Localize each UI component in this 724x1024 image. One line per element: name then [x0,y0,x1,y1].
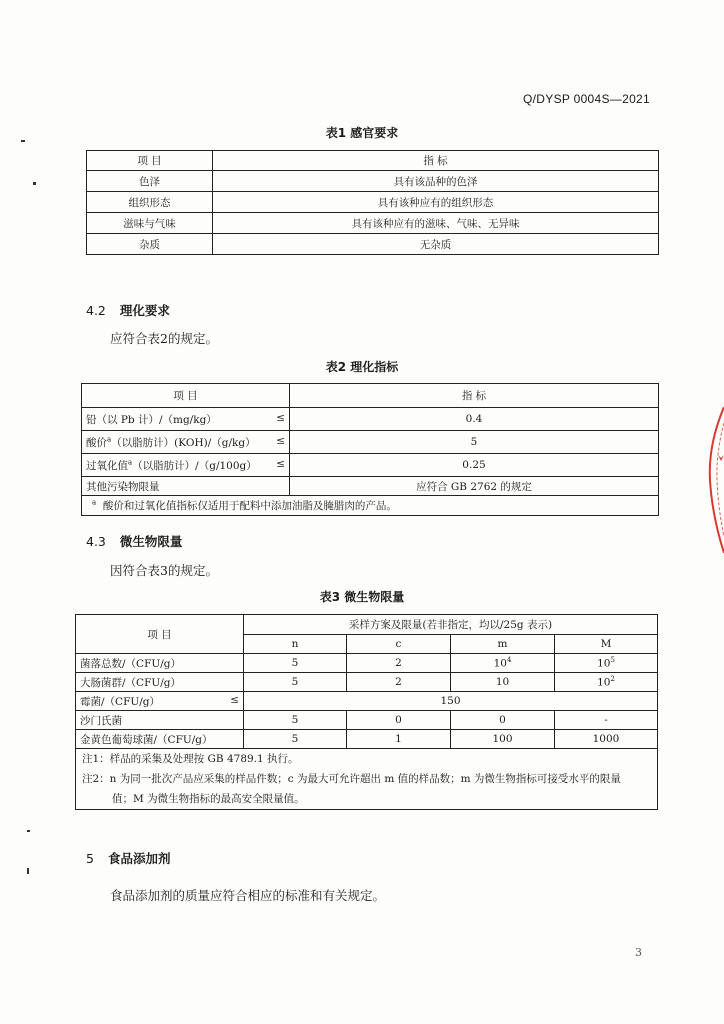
row-c: 1 [347,730,451,749]
table-row [87,171,659,192]
table-row [76,730,658,749]
table-row [87,192,659,213]
table3-caption: 表3 微生物限量 [319,590,405,604]
col-header-n: n [244,635,347,654]
table-row [87,213,659,234]
row-item: 色泽 [87,171,213,192]
row-item: 金黄色葡萄球菌/（CFU/g） [76,730,244,749]
row-value: 0.4 [290,408,659,431]
row-item: 铅（以 Pb 计）/（mg/kg） ≤ [82,408,290,431]
document-code: Q/DYSP 0004S—2021 [523,92,650,106]
table-row [76,654,658,673]
col-header-item: 项 目 [76,615,244,654]
row-value: 无杂质 [213,234,659,255]
row-item: 沙门氏菌 [76,711,244,730]
row-m: $10^4$ [451,654,555,673]
col-header-indicator: 指 标 [213,151,659,171]
note-1: 注1：样品的采集及处理按 GB 4789.1 执行。 [82,753,299,765]
red-seal-stamp [704,405,724,555]
col-header-indicator: 指 标 [290,384,659,408]
row-n: 5 [244,654,347,673]
row-item: 霉菌/（CFU/g） ≤ [76,692,244,711]
col-header-item: 项 目 [87,151,213,171]
table-row [82,477,659,496]
row-item: 组织形态 [87,192,213,213]
row-n: 5 [244,711,347,730]
col-header-c: c [347,635,451,654]
col-header-m: m [451,635,555,654]
table-row [82,454,659,477]
row-item: 大肠菌群/（CFU/g） [76,673,244,692]
section-4-3-heading [86,532,182,550]
row-value: 5 [290,431,659,454]
section-title: 理化要求 [119,303,170,318]
scan-mark [27,868,29,874]
row-item: 过氧化值$^a$（以脂肪计）/（g/100g） ≤ [82,454,290,477]
section-5-text: 食品添加剂的质量应符合相应的标准和有关规定。 [110,888,386,903]
row-item: 其他污染物限量 [82,477,290,496]
row-M: 1000 [555,730,658,749]
row-value: 具有该种应有的滋味、气味、无异味 [213,213,659,234]
row-m: 10 [451,673,555,692]
section-4-2-heading [86,301,170,319]
row-value: 具有该种应有的组织形态 [213,192,659,213]
row-value: 具有该品种的色泽 [213,171,659,192]
table-row [76,673,658,692]
row-item: 杂质 [87,234,213,255]
row-merged-value: 150 [244,692,658,711]
section-title: 微生物限量 [119,534,183,549]
table-header-row [87,151,659,171]
less-equal-sign: ≤ [276,411,285,424]
table-footnote: $^a$ 酸价和过氧化值指标仅适用于配料中添加油脂及腌腊肉的产品。 [82,496,659,516]
table-footnote-row [82,496,659,516]
section-4-3-text: 因符合表3的规定。 [110,563,218,578]
row-item: 菌落总数/（CFU/g） [76,654,244,673]
table-header-row [76,615,658,635]
table-row [76,692,658,711]
note-2-line-2: 值；M 为微生物指标的最高安全限量值。 [112,793,305,805]
section-4-2-text: 应符合表2的规定。 [110,331,218,346]
section-number: 4.3 [86,534,106,549]
row-c: 2 [347,654,451,673]
row-c: 0 [347,711,451,730]
row-item: 滋味与气味 [87,213,213,234]
footnote-mark: a [128,458,133,466]
row-M: - [555,711,658,730]
footnote-mark: a [92,498,97,507]
page-number: 3 [635,946,642,959]
table-row [76,711,658,730]
row-c: 2 [347,673,451,692]
col-header-sampling-plan: 采样方案及限量(若非指定，均以/25g 表示) [244,615,658,635]
table2-physicochemical-indicators [81,383,659,516]
row-item: 酸价$^a$（以脂肪计）(KOH)/（g/kg） ≤ [82,431,290,454]
section-5-heading [86,849,170,867]
row-value: 应符合 GB 2762 的规定 [290,477,659,496]
row-m: 0 [451,711,555,730]
footnote-mark: a [107,435,112,443]
table-row [82,408,659,431]
table-header-row [82,384,659,408]
section-number: 5 [86,851,94,866]
row-M: $10^2$ [555,673,658,692]
less-equal-sign: ≤ [230,693,239,706]
row-m: 100 [451,730,555,749]
table1-caption: 表1 感官要求 [325,126,399,140]
table1-sensory-requirements [86,150,659,255]
less-equal-sign: ≤ [276,434,285,447]
row-n: 5 [244,673,347,692]
table-row [82,431,659,454]
row-n: 5 [244,730,347,749]
table-notes [76,749,658,810]
row-M: $10^5$ [555,654,658,673]
scan-mark [33,182,36,185]
less-equal-sign: ≤ [276,457,285,470]
table-notes-row [76,749,658,810]
table-row [87,234,659,255]
col-header-M: M [555,635,658,654]
section-number: 4.2 [86,303,106,318]
note-2-line-1: 注2：n 为同一批次产品应采集的样品件数；c 为最大可允许超出 m 值的样品数；m 为微生物指标可接受水平的限量 [82,773,621,785]
table3-microbial-limits [75,614,658,810]
section-title: 食品添加剂 [107,851,171,866]
col-header-item: 项 目 [82,384,290,408]
scan-mark [27,830,30,832]
row-value: 0.25 [290,454,659,477]
table2-caption: 表2 理化指标 [325,360,399,374]
